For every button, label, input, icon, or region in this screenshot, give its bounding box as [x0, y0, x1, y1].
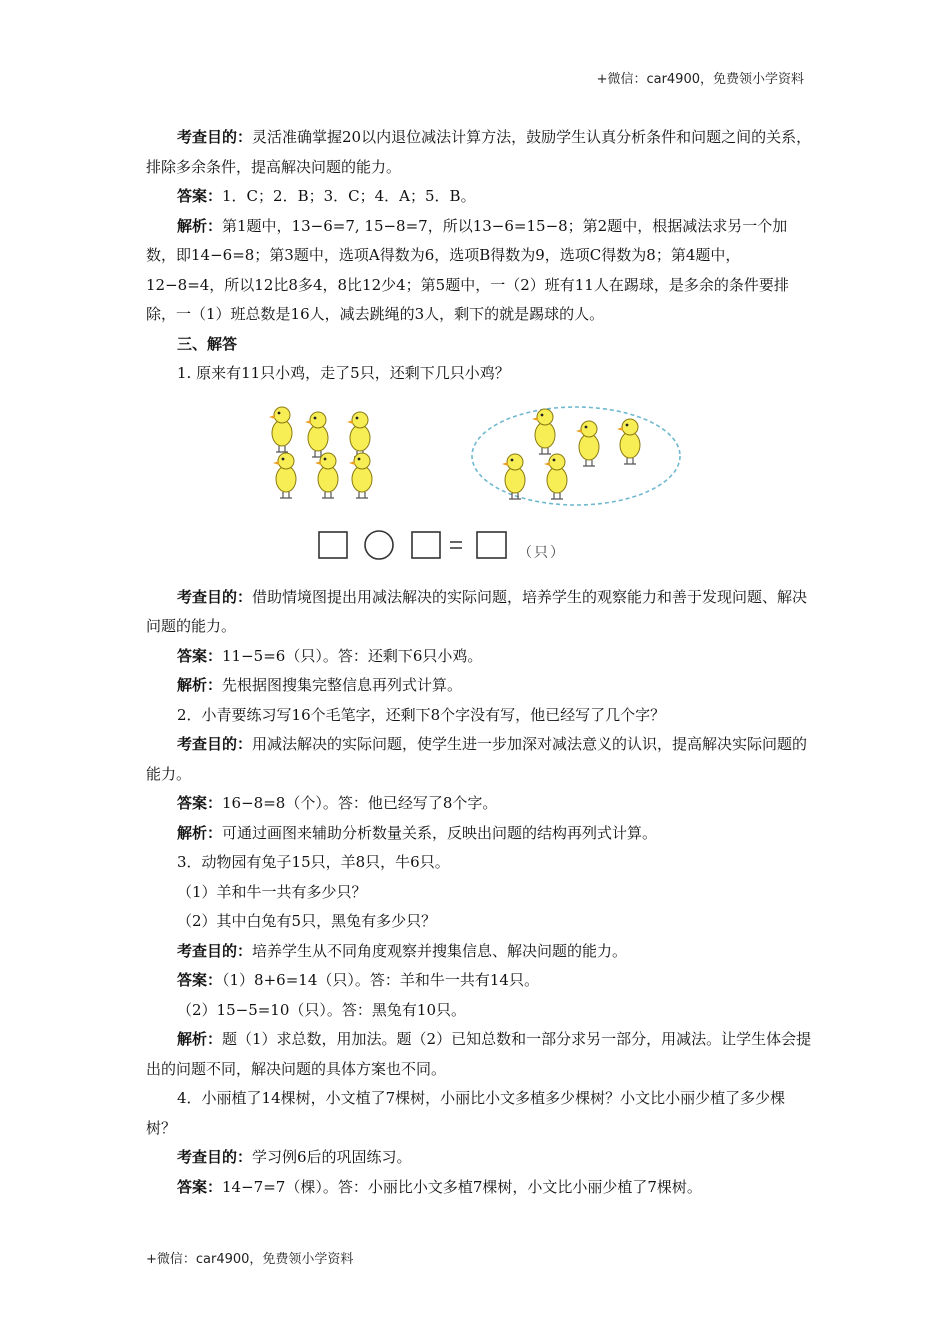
label: 解析： [177, 676, 223, 694]
question-3: 3．动物园有兔子15只，羊8只，牛6只。 [177, 853, 450, 871]
chick-icon [273, 453, 296, 498]
label: 考查目的： [177, 1148, 253, 1166]
chick-icon [532, 409, 555, 454]
answer-box [319, 532, 347, 558]
paragraph-text: 1．C；2．B；3．C；4．A；5．B。 [222, 187, 476, 205]
dashed-ellipse [472, 407, 680, 505]
label: 答案： [177, 646, 223, 665]
label: 考查目的： [177, 128, 253, 146]
chick-icon [576, 421, 599, 466]
question-1: 1. 原来有11只小鸡，走了5只，还剩下几只小鸡？ [177, 364, 510, 382]
operator-circle [365, 531, 393, 559]
answer-box [477, 532, 506, 558]
paragraph [146, 123, 814, 182]
chick-icon [502, 454, 525, 499]
paragraph-text: （1）8+6=14（只）。答：羊和牛一共有14只。 [222, 971, 539, 989]
paragraph [146, 182, 814, 212]
paragraph [146, 789, 814, 819]
question-3-part-1: （1）羊和牛一共有多少只？ [177, 882, 367, 901]
equals-sign [450, 542, 462, 548]
paragraph-text: 灵活准确掌握20以内退位减法计算方法，鼓励学生认真分析条件和问题之间的关系，排除多余条件，提高解决问题的能力。 [146, 128, 812, 176]
paragraph [146, 1143, 814, 1173]
paragraph-text: 题（1）求总数，用加法。题（2）已知总数和一部分求另一部分，用减法。让学生体会提出的问题不同，解决问题的具体方案也不同。 [146, 1030, 812, 1078]
chick-icon [544, 454, 567, 499]
label: 答案： [177, 1177, 223, 1196]
paragraph-text: 14−7=7（棵）。答：小丽比小文多植7棵树，小文比小丽少植了7棵树。 [222, 1177, 702, 1196]
label: 答案： [177, 187, 223, 205]
label: 解析： [177, 216, 223, 235]
paragraph [146, 642, 814, 672]
page-footer: +微信：car4900，免费领小学资料 [146, 1252, 354, 1267]
label: 考查目的： [177, 941, 253, 960]
chick-icon [315, 453, 338, 498]
page-header: +微信：car4900，免费领小学资料 [596, 72, 804, 87]
paragraph [146, 1173, 814, 1203]
question-3-part-2: （2）其中白兔有5只，黑兔有多少只？ [177, 912, 437, 930]
question-4: 4．小丽植了14棵树，小文植了7棵树，小丽比小文多植多少棵树？小文比小丽少植了多少棵树？ [146, 1089, 786, 1137]
paragraph [146, 212, 814, 330]
label: 答案： [177, 971, 223, 989]
label: 考查目的： [177, 587, 253, 606]
paragraph [146, 583, 814, 642]
paragraph-text: 先根据图搜集完整信息再列式计算。 [222, 676, 463, 694]
paragraph [146, 1025, 814, 1084]
chick-icon [617, 419, 640, 464]
chicks-figure [146, 389, 814, 583]
section-heading [146, 330, 814, 360]
paragraph [146, 966, 814, 996]
document-body [146, 123, 814, 1202]
label: 解析： [177, 823, 223, 842]
paragraph-text: 11−5=6（只）。答：还剩下6只小鸡。 [222, 646, 483, 665]
chicks-illustration [146, 389, 814, 583]
chick-icon [269, 407, 292, 452]
unit-label: （只） [518, 544, 566, 561]
paragraph [146, 819, 814, 849]
paragraph: （2）15−5=10（只）。答：黑兔有10只。 [177, 1000, 466, 1019]
paragraph [146, 937, 814, 967]
label: 考查目的： [177, 735, 253, 753]
paragraph-text: 学习例6后的巩固练习。 [252, 1148, 412, 1166]
heading-text: 三、解答 [177, 334, 238, 353]
paragraph [146, 730, 814, 789]
paragraph-text: 第1题中，13−6=7, 15−8=7，所以13−6=15−8；第2题中，根据减法求另一个加数，即14−6=8；第3题中，选项A得数为6，选项B得数为9，选项C得数为8；第4题中，12−8=4，所以12比8多4，8比12少4；第5题中，一（2）班有11人在踢球，是多余的条件要排除，一（1）班总数是16人，减去跳绳的3人，剩下的就是踢球的人。 [146, 216, 789, 323]
paragraph-text: 16−8=8（个）。答：他已经写了8个字。 [222, 794, 498, 812]
label: 答案： [177, 794, 223, 812]
label: 解析： [177, 1030, 223, 1048]
paragraph-text: 用减法解决的实际问题，使学生进一步加深对减法意义的认识，提高解决实际问题的能力。 [146, 735, 808, 783]
paragraph-text: 借助情境图提出用减法解决的实际问题，培养学生的观察能力和善于发现问题、解决问题的能力。 [146, 587, 808, 635]
paragraph [146, 671, 814, 701]
chick-icon [349, 453, 372, 498]
paragraph-text: 可通过画图来辅助分析数量关系，反映出问题的结构再列式计算。 [222, 823, 658, 842]
paragraph-text: 培养学生从不同角度观察并搜集信息、解决问题的能力。 [252, 941, 628, 960]
chick-icon [347, 412, 370, 457]
answer-box [412, 532, 440, 558]
chick-icon [305, 412, 328, 457]
question-2: 2．小青要练习写16个毛笔字，还剩下8个字没有写，他已经写了几个字？ [177, 705, 666, 724]
